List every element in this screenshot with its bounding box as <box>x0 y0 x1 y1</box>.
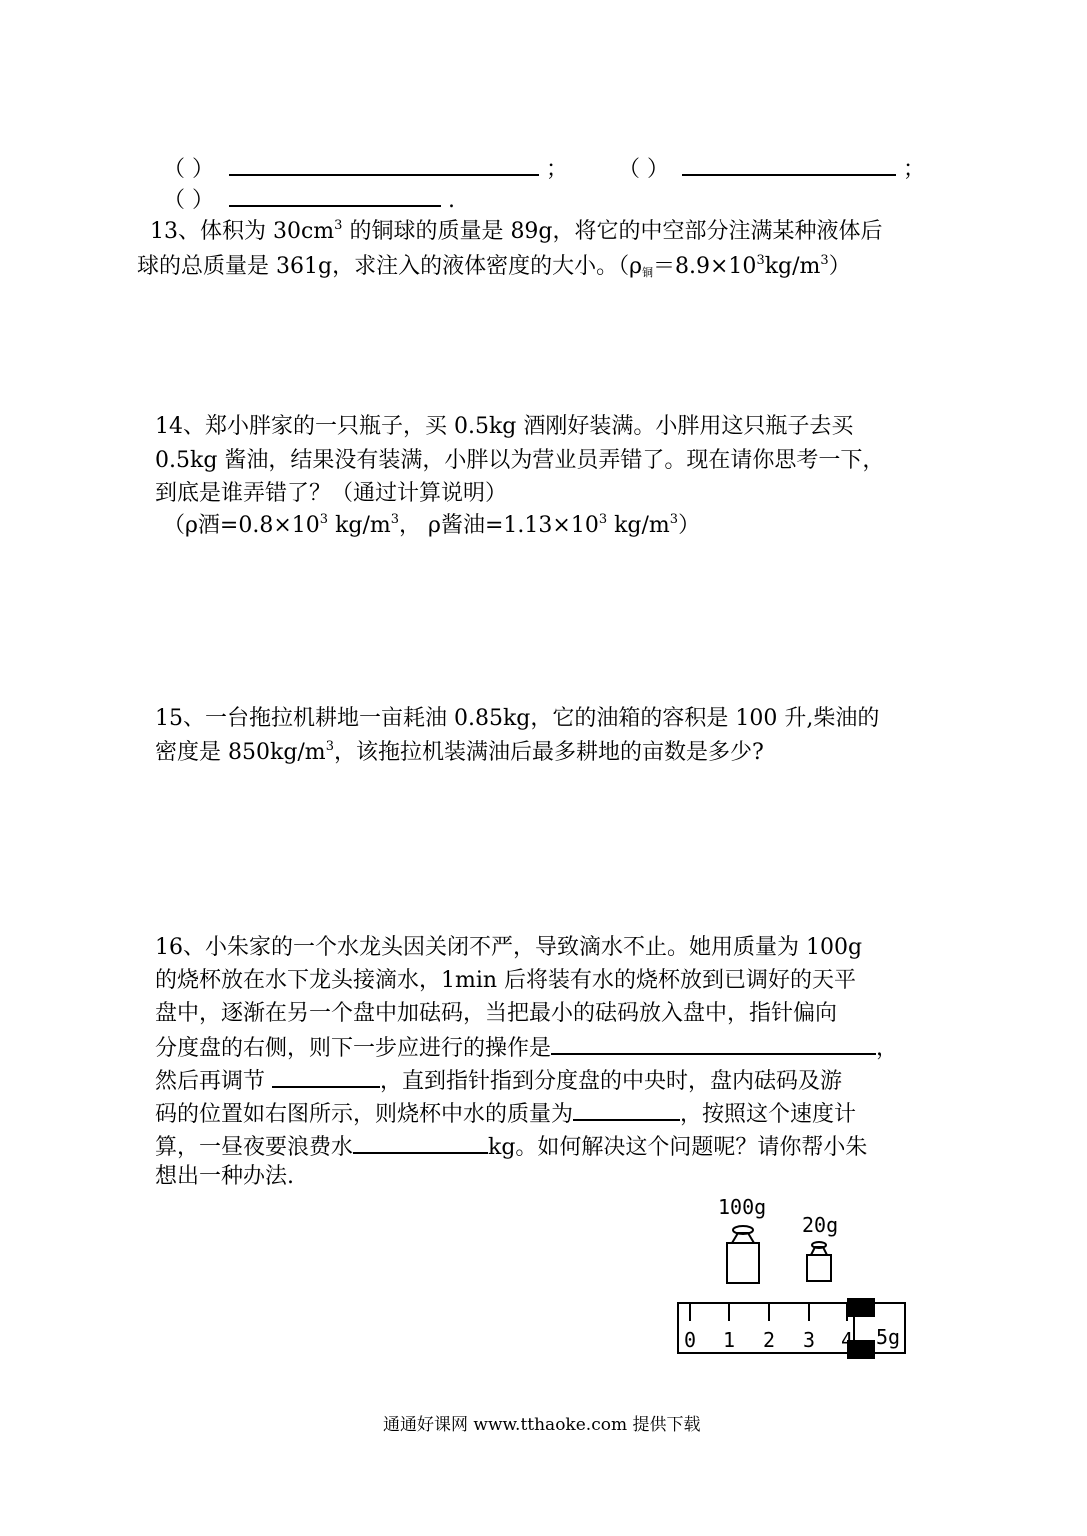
q16-line-3: 盘中，逐渐在另一个盘中加砝码，当把最小的砝码放入盘中，指针偏向 <box>155 1001 838 1026</box>
q13-sup-3: 3 <box>820 253 829 268</box>
semicolon-1: ； <box>546 157 569 182</box>
q13-text-a: 13、体积为 30cm <box>150 219 335 244</box>
q15-sup: 3 <box>325 739 334 754</box>
rider-top-marker <box>847 1298 875 1317</box>
rider-scale-ticks <box>690 1303 847 1321</box>
water-waste-blank[interactable] <box>353 1130 488 1154</box>
adjust-answer-blank[interactable] <box>272 1064 380 1088</box>
q16-text-5b: ，直到指针指到分度盘的中央时，盘内砝码及游 <box>380 1069 843 1094</box>
q13-text-e: kg/m <box>764 254 821 279</box>
tick-label-2: 2 <box>763 1328 776 1352</box>
q14-line-4 <box>163 511 700 541</box>
q16-line-2: 的烧杯放在水下龙头接滴水，1min 后将装有水的烧杯放到已调好的天平 <box>155 968 857 993</box>
q13-sup-2: 3 <box>756 253 765 268</box>
q16-line-1: 16、小朱家的一个水龙头因关闭不严，导致滴水不止。她用质量为 100g <box>155 935 863 960</box>
q13-line-1 <box>150 217 883 247</box>
q16-line-6 <box>155 1097 856 1130</box>
q14-text-d: kg/m <box>607 513 670 538</box>
paren-blank-2: （ ） <box>618 157 669 182</box>
q16-text-4b: ， <box>876 1036 899 1061</box>
q13-text-f: ） <box>828 254 851 279</box>
weight-20g-icon <box>807 1242 831 1281</box>
q14-sup-4: 3 <box>669 512 679 527</box>
q14-line-1: 14、郑小胖家的一只瓶子，买 0.5kg 酒刚好装满。小胖用这只瓶子去买 <box>155 414 854 439</box>
answer-blank-1[interactable] <box>229 152 539 176</box>
tick-label-4: 4 <box>841 1328 854 1352</box>
tick-label-1: 1 <box>723 1328 736 1352</box>
q13-text-c: 球的总质量是 361g，求注入的液体密度的大小。（ρ <box>137 254 643 279</box>
q15-line-2 <box>155 738 764 768</box>
paren-blank-1: （ ） <box>163 157 214 182</box>
answer-row-1 <box>163 152 568 185</box>
water-mass-blank[interactable] <box>573 1097 680 1121</box>
paren-blank-3: （ ） <box>163 188 214 213</box>
q16-text-7a: 算，一昼夜要浪费水 <box>155 1135 354 1160</box>
q16-text-6a: 码的位置如右图所示，则烧杯中水的质量为 <box>155 1102 574 1127</box>
q15-text-b: ，该拖拉机装满油后最多耕地的亩数是多少? <box>333 740 764 765</box>
tick-label-0: 0 <box>684 1328 697 1352</box>
q14-text-b: kg/m <box>328 513 391 538</box>
balance-figure <box>670 1195 920 1365</box>
q16-text-7b: kg。如何解决这个问题呢？请你帮小朱 <box>488 1135 868 1160</box>
q16-line-8: 想出一种办法. <box>155 1164 294 1189</box>
period-1: . <box>448 188 455 213</box>
q16-line-4 <box>155 1031 898 1064</box>
weight-100g-label: 100g <box>718 1195 767 1219</box>
q16-line-7 <box>155 1130 867 1163</box>
q13-text-d: ＝8.9×10 <box>653 254 757 279</box>
q13-sub: 铜 <box>642 266 654 279</box>
q15-line-1: 15、一台拖拉机耕地一亩耗油 0.85kg，它的油箱的容积是 100 升,柴油的 <box>155 706 880 731</box>
q14-text-e: ） <box>678 513 701 538</box>
q14-sup-1: 3 <box>319 512 329 527</box>
q16-text-5a: 然后再调节 <box>155 1069 272 1094</box>
answer-row-3 <box>163 183 455 216</box>
answer-row-2 <box>618 152 925 185</box>
q14-line-2: 0.5kg 酱油，结果没有装满，小胖以为营业员弄错了。现在请你思考一下， <box>155 448 885 473</box>
q16-text-4a: 分度盘的右侧，则下一步应进行的操作是 <box>155 1036 552 1061</box>
weight-20g-label: 20g <box>802 1213 839 1237</box>
q16-line-5 <box>155 1064 842 1097</box>
scale-end-label: 5g <box>876 1325 901 1349</box>
q14-text-c: ， ρ酱油=1.13×10 <box>399 513 599 538</box>
answer-blank-2[interactable] <box>682 152 896 176</box>
tick-label-3: 3 <box>803 1328 816 1352</box>
answer-blank-3[interactable] <box>229 183 441 207</box>
page-footer: 通通好课网 www.tthaoke.com 提供下载 <box>383 1415 701 1435</box>
q13-sup: 3 <box>334 218 343 233</box>
q15-text-a: 密度是 850kg/m <box>155 740 326 765</box>
weight-100g-icon <box>727 1226 759 1283</box>
q14-text-a: （ρ酒=0.8×10 <box>163 513 320 538</box>
q14-sup-2: 3 <box>390 512 400 527</box>
q13-text-b: 的铜球的质量是 89g，将它的中空部分注满某种液体后 <box>342 219 883 244</box>
operation-answer-blank[interactable] <box>551 1031 876 1055</box>
semicolon-2: ； <box>903 157 926 182</box>
q14-sup-3: 3 <box>598 512 608 527</box>
q14-line-3: 到底是谁弄错了？（通过计算说明） <box>155 481 508 506</box>
q13-line-2 <box>137 252 851 282</box>
q16-text-6b: ，按照这个速度计 <box>680 1102 857 1127</box>
